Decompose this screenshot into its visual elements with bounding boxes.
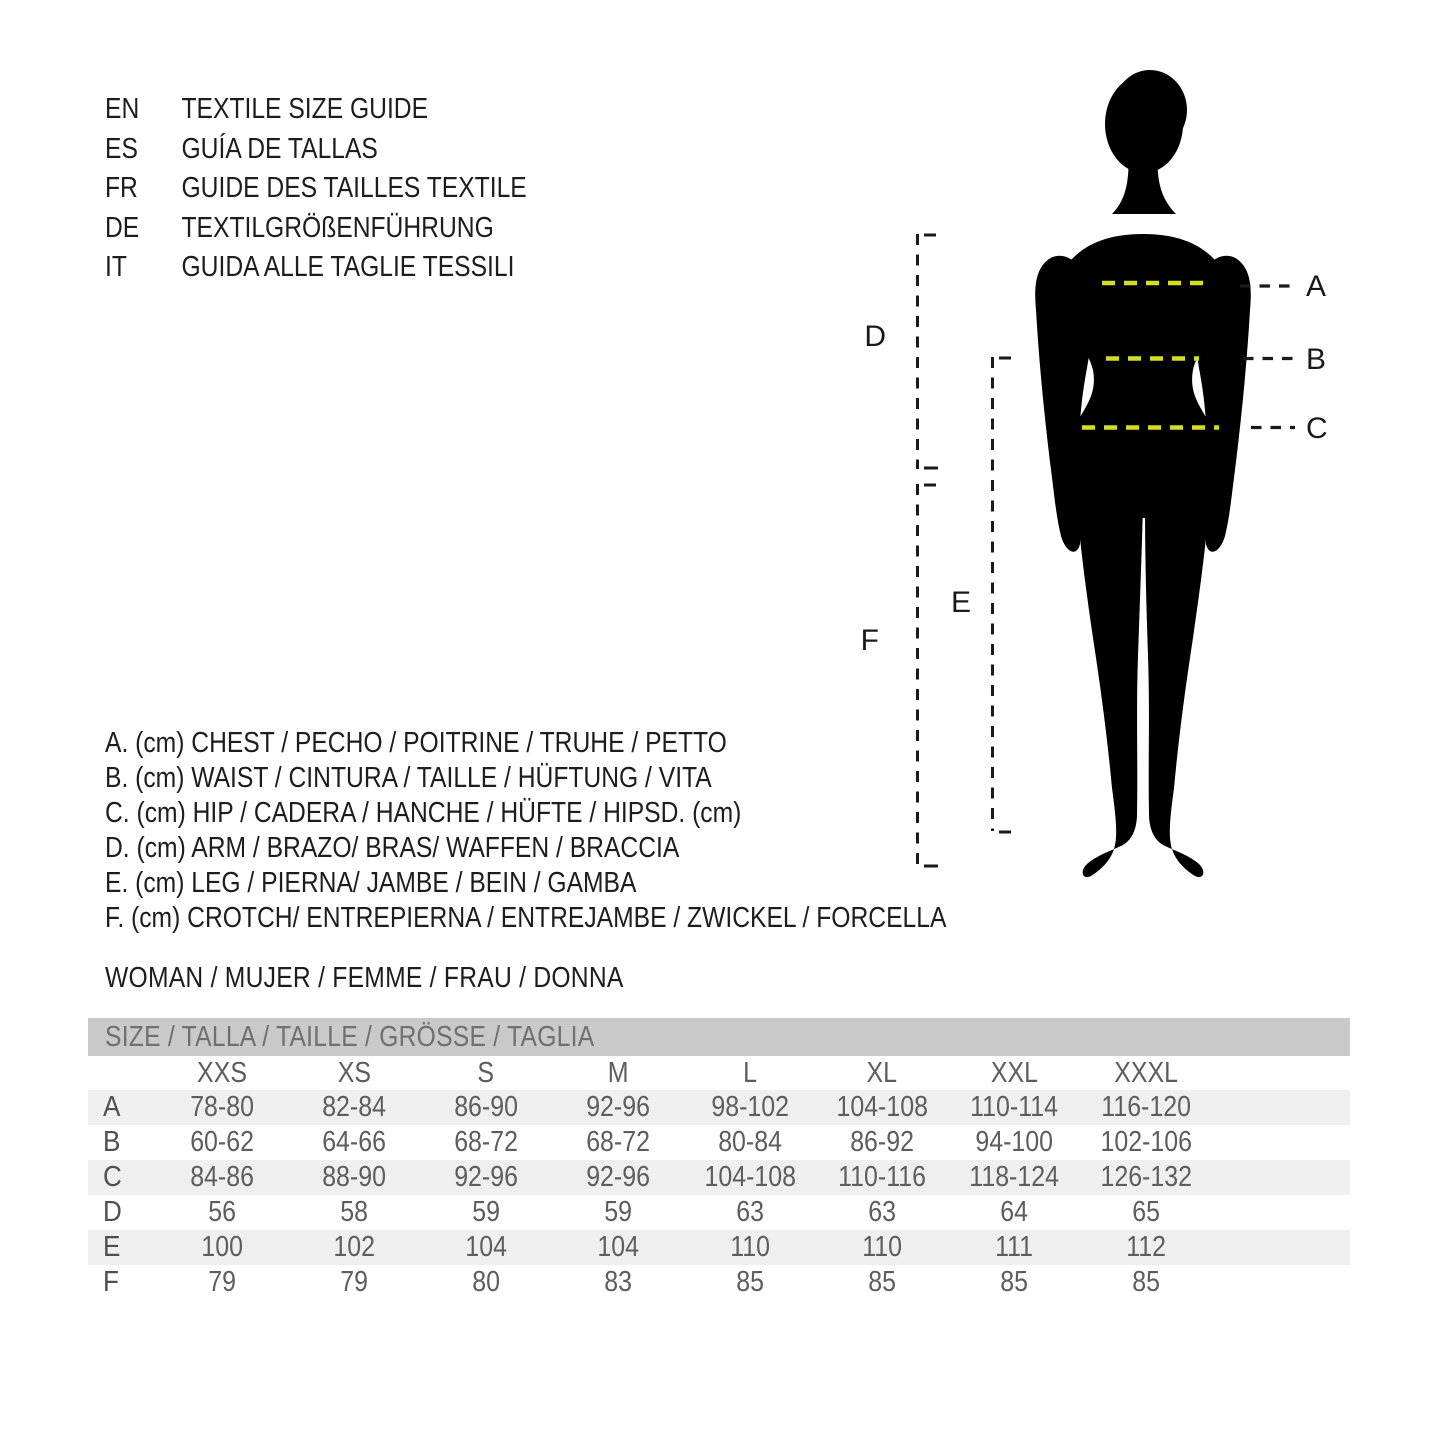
legend-hip: C. (cm) HIP / CADERA / HANCHE / HÜFTE / HIPSD. (cm) (105, 797, 742, 829)
cell: 126-132 (1100, 1161, 1192, 1193)
lang-code: EN (105, 93, 140, 125)
cell: 104 (465, 1231, 507, 1263)
size-col-xxl (948, 1057, 1080, 1090)
cell: 56 (208, 1196, 236, 1228)
cell: 80-84 (718, 1126, 782, 1158)
size-col-xxxl (1080, 1057, 1212, 1090)
table-row-arm (88, 1195, 1350, 1230)
cell: 118-124 (969, 1161, 1059, 1193)
cell: 63 (736, 1196, 764, 1228)
cell: 92-96 (586, 1091, 650, 1123)
cell: 85 (736, 1266, 764, 1298)
row-label: E (103, 1231, 121, 1263)
cell: 104-108 (836, 1091, 928, 1123)
woman-silhouette-icon (1035, 70, 1251, 877)
cell: 98-102 (711, 1091, 789, 1123)
size-col-l (684, 1057, 816, 1090)
language-title-block (105, 90, 527, 288)
cell: 79 (208, 1266, 236, 1298)
size-col-label: XS (337, 1056, 371, 1089)
lang-row-de (105, 209, 527, 249)
cell: 92-96 (454, 1161, 518, 1193)
size-col-label: XXL (990, 1056, 1038, 1089)
cell: 86-92 (850, 1126, 914, 1158)
cell: 92-96 (586, 1161, 650, 1193)
lang-code: DE (105, 211, 140, 244)
arm-label: D (864, 320, 886, 353)
size-table-header-bar (88, 1018, 1350, 1056)
lang-code: IT (105, 251, 127, 284)
cell: 68-72 (586, 1126, 650, 1158)
size-col-m (552, 1057, 684, 1090)
lang-row-en (105, 90, 527, 130)
cell: 104 (597, 1231, 639, 1263)
size-col-xxs (156, 1057, 288, 1090)
cell: 110 (730, 1231, 770, 1263)
table-row-leg (88, 1230, 1350, 1265)
legend-crotch: F. (cm) CROTCH/ ENTREPIERNA / ENTREJAMBE / ZWICKEL / FORCELLA (105, 902, 947, 934)
cell: 111 (995, 1231, 1033, 1263)
legend-leg: E. (cm) LEG / PIERNA/ JAMBE / BEIN / GAMBA (105, 867, 637, 899)
size-col-label: XXS (197, 1056, 247, 1089)
row-label: D (103, 1196, 122, 1228)
lang-title: TEXTILGRÖßENFÜHRUNG (181, 211, 494, 244)
measurement-legend (105, 726, 946, 936)
table-row-hip (88, 1160, 1350, 1195)
cell: 64-66 (322, 1126, 386, 1158)
cell: 110-116 (838, 1161, 926, 1193)
cell: 80 (472, 1266, 500, 1298)
gender-title-text: WOMAN / MUJER / FEMME / FRAU / DONNA (105, 962, 624, 994)
row-label: F (103, 1266, 119, 1298)
size-col-label: XL (866, 1056, 898, 1089)
table-row-chest (88, 1090, 1350, 1125)
lang-code: FR (105, 172, 138, 205)
hip-label: C (1306, 412, 1328, 445)
size-col-label: XXXL (1114, 1056, 1178, 1089)
lang-title: TEXTILE SIZE GUIDE (181, 93, 429, 125)
size-col-xl (816, 1057, 948, 1090)
row-label: B (103, 1126, 121, 1158)
leg-label: E (950, 586, 972, 619)
cell: 104-108 (704, 1161, 796, 1193)
chest-label: A (1306, 270, 1327, 303)
legend-arm: D. (cm) ARM / BRAZO/ BRAS/ WAFFEN / BRACCIA (105, 832, 680, 864)
cell: 84-86 (190, 1161, 254, 1193)
cell: 100 (201, 1231, 243, 1263)
cell: 64 (1000, 1196, 1028, 1228)
size-col-s (420, 1057, 552, 1090)
cell: 112 (1126, 1231, 1166, 1263)
cell: 94-100 (975, 1126, 1053, 1158)
cell: 102-106 (1100, 1126, 1192, 1158)
cell: 85 (1132, 1266, 1160, 1298)
lang-title: GUÍA DE TALLAS (181, 132, 378, 165)
crotch-label: F (860, 624, 879, 657)
cell: 85 (868, 1266, 896, 1298)
row-label: A (103, 1091, 121, 1123)
cell: 59 (604, 1196, 632, 1228)
lang-row-fr (105, 169, 527, 209)
lang-title: GUIDE DES TAILLES TEXTILE (181, 172, 527, 205)
cell: 86-90 (454, 1091, 518, 1123)
cell: 65 (1132, 1196, 1160, 1228)
cell: 79 (340, 1266, 368, 1298)
lang-row-es (105, 130, 527, 170)
lang-row-it (105, 248, 527, 288)
cell: 60-62 (190, 1126, 254, 1158)
cell: 58 (340, 1196, 368, 1228)
cell: 82-84 (322, 1091, 386, 1123)
size-header-row (88, 1056, 1350, 1090)
cell: 83 (604, 1266, 632, 1298)
size-col-label: S (477, 1056, 495, 1089)
cell: 68-72 (454, 1126, 518, 1158)
legend-waist: B. (cm) WAIST / CINTURA / TAILLE / HÜFTUNG / VITA (105, 762, 712, 794)
table-row-crotch (88, 1265, 1350, 1300)
legend-chest: A. (cm) CHEST / PECHO / POITRINE / TRUHE / PETTO (105, 727, 727, 759)
cell: 88-90 (322, 1161, 386, 1193)
cell: 116-120 (1101, 1091, 1191, 1123)
cell: 63 (868, 1196, 896, 1228)
table-row-waist (88, 1125, 1350, 1160)
lang-title: GUIDA ALLE TAGLIE TESSILI (181, 251, 515, 284)
row-label: C (103, 1161, 122, 1193)
size-col-xs (288, 1057, 420, 1090)
size-table-header-text: SIZE / TALLA / TAILLE / GRÖSSE / TAGLIA (105, 1021, 595, 1053)
size-table (88, 1018, 1350, 1300)
cell: 102 (333, 1231, 375, 1263)
cell: 59 (472, 1196, 500, 1228)
cell: 78-80 (190, 1091, 254, 1123)
gender-title (105, 961, 715, 996)
waist-label: B (1306, 343, 1327, 376)
cell: 110 (862, 1231, 902, 1263)
cell: 85 (1000, 1266, 1028, 1298)
size-col-label: L (743, 1056, 757, 1089)
lang-code: ES (105, 132, 138, 165)
cell: 110-114 (970, 1091, 1058, 1123)
size-col-label: M (607, 1056, 629, 1089)
